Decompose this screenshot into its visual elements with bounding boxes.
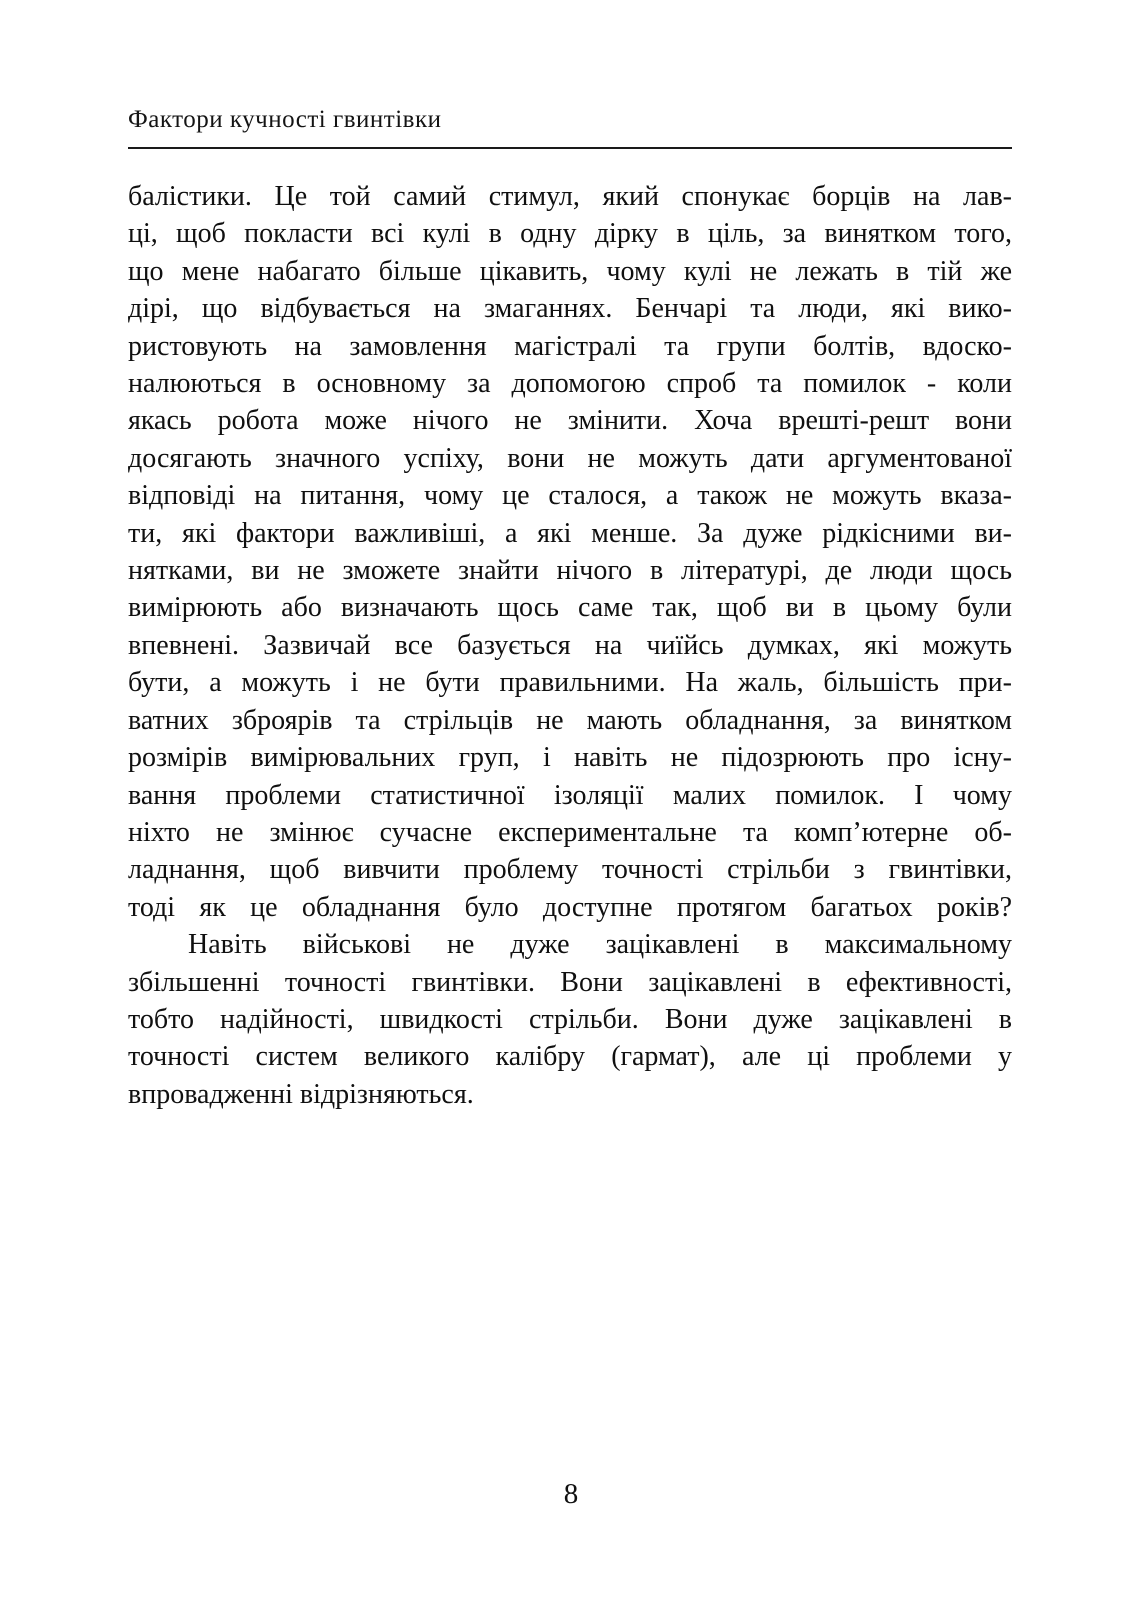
text-line: дірі, що відбувається на змаганнях. Бенчарі та люди, які вико- bbox=[128, 293, 1012, 325]
text-line: ти, які фактори важливіші, а які менше. За дуже рідкісними ви- bbox=[128, 517, 1012, 549]
paragraph bbox=[128, 926, 1012, 1113]
running-header: Фактори кучності гвинтівки bbox=[128, 106, 442, 133]
text-line: ватних зброярів та стрільців не мають обладнання, за винятком bbox=[128, 704, 1012, 736]
text-line: якась робота може нічого не змінити. Хоча врешті-решт вони bbox=[128, 405, 1012, 437]
text-line: ці, щоб покласти всі кулі в одну дірку в ціль, за винятком того, bbox=[128, 218, 1012, 250]
text-line: тобто надійності, швидкості стрільби. Вони дуже зацікавлені в bbox=[128, 1003, 1012, 1035]
text-line: тоді як це обладнання було доступне протягом багатьох років? bbox=[128, 891, 1012, 923]
text-line: ристовують на замовлення магістралі та групи болтів, вдоско- bbox=[128, 330, 1012, 362]
text-line: балістики. Це той самий стимул, який спонукає борців на лав- bbox=[128, 181, 1012, 212]
text-line: впевнені. Зазвичай все базується на чиїйсь думках, які можуть bbox=[128, 629, 1012, 661]
text-line: впровадженні відрізняються. bbox=[128, 1078, 474, 1110]
text-line: ладнання, щоб вивчити проблему точності стрільби з гвинтівки, bbox=[128, 854, 1012, 886]
text-line: вимірюють або визначають щось саме так, щоб ви в цьому були bbox=[128, 592, 1012, 624]
page-number: 8 bbox=[563, 1478, 579, 1510]
text-line: Навіть військові не дуже зацікавлені в максимальному bbox=[188, 929, 1012, 961]
text-line: нятками, ви не зможете знайти нічого в літературі, де люди щось bbox=[128, 555, 1012, 587]
text-block bbox=[128, 178, 1012, 1113]
text-line: збільшенні точності гвинтівки. Вони зацікавлені в ефективності, bbox=[128, 966, 1012, 998]
text-line: ніхто не змінює сучасне експериментальне та комп’ютерне об- bbox=[128, 816, 1012, 848]
text-line: розмірів вимірювальних груп, і навіть не підозрюють про існу- bbox=[128, 742, 1012, 774]
paragraph bbox=[128, 178, 1012, 926]
text-line: налюються в основному за допомогою спроб та помилок - коли bbox=[128, 368, 1012, 400]
text-line: точності систем великого калібру (гармат), але ці проблеми у bbox=[128, 1041, 1012, 1073]
text-line: що мене набагато більше цікавить, чому кулі не лежать в тій же bbox=[128, 255, 1012, 287]
text-line: досягають значного успіху, вони не можуть дати аргументованої bbox=[128, 442, 1012, 474]
text-line: відповіді на питання, чому це сталося, а також не можуть вказа- bbox=[128, 480, 1012, 512]
header-rule bbox=[128, 147, 1012, 149]
text-line: вання проблеми статистичної ізоляції малих помилок. І чому bbox=[128, 779, 1012, 811]
text-line: бути, а можуть і не бути правильними. На жаль, більшість при- bbox=[128, 667, 1012, 699]
